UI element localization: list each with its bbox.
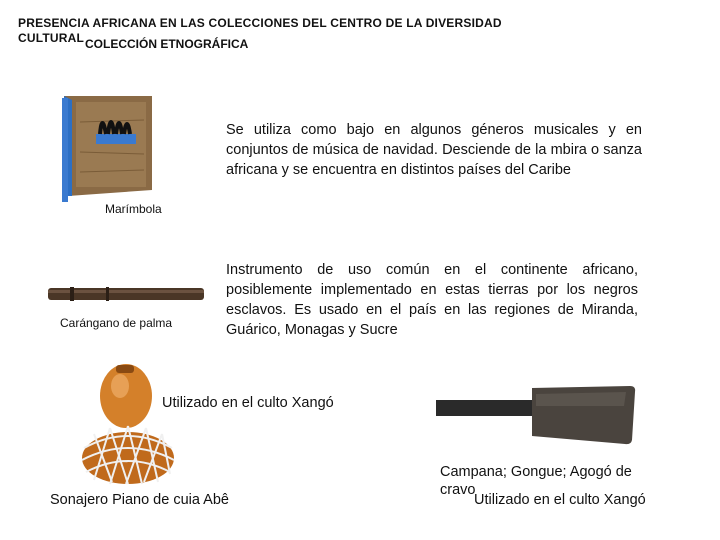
title-line-2: CULTURAL <box>18 31 85 45</box>
campana-icon <box>436 382 636 446</box>
carangano-icon <box>46 280 206 308</box>
sonajero-caption: Sonajero Piano de cuia Abê <box>50 492 229 508</box>
sonajero-description: Utilizado en el culto Xangó <box>162 395 334 411</box>
carangano-caption: Carángano de palma <box>60 316 173 330</box>
title-line-1: PRESENCIA AFRICANA EN LAS COLECCIONES DEL CENTRO DE LA DIVERSIDAD <box>18 16 502 30</box>
shaker-gourd-icon <box>76 362 180 486</box>
marimbola-icon <box>58 92 158 210</box>
marimbola-description: Se utiliza como bajo en algunos géneros musicales y en conjuntos de música de navidad. Desciende de la mbira o sanza africana y se encuentra en distintos países del Caribe <box>226 122 642 178</box>
campana-caption: Campana; Gongue; Agogó de cravo <box>440 464 632 498</box>
carangano-description: Instrumento de uso común en el continente africano, posiblemente implementado en estas tierras por los negros esclavos. Es usado en el país en las regiones de Miranda, Guárico, Monagas y Sucre <box>226 262 638 338</box>
campana-description: Utilizado en el culto Xangó <box>474 492 646 508</box>
slide-subtitle: COLECCIÓN ETNOGRÁFICA <box>85 37 249 51</box>
marimbola-caption: Marímbola <box>105 202 162 216</box>
